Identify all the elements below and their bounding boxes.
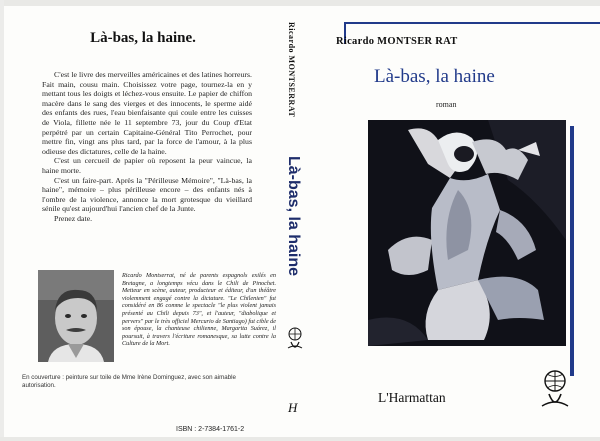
blurb-paragraph: C'est un faire-part. Après la "Périlleuse Mémoire", "Là-bas, la haine", mémoire – plus périlleuse encore – des enfants nés à l'ombre de la violence, annonce la mort grotesque du vieillard sénile qu'est aujourd'hui l'ancien chef de la Junte.	[42, 175, 252, 214]
front-title: Là-bas, la haine	[374, 66, 495, 87]
publisher-name: L'Harmattan	[378, 390, 446, 405]
spine	[280, 8, 310, 433]
publisher-emblem-icon	[538, 368, 572, 412]
blurb-paragraph: C'est le livre des merveilles américaines et des latines horreurs. Fait main, cousu main. Choisissez votre page, tournez-la en y mettant tous les doigts et léchez-vous ensuite. Le papier de chiffon macère dans le sang des vierges et des innocents, le sperme aidé des enfants des rues, l'eau bienfaisante qui coule entre les cuisses de Viola, fillette née le 11 septembre 73, jour du Coup d'Etat perpétré par un certain Capitaine-Général Tito Perrochet, pour mettre fin, vingt ans plus tard, par la force de l'amour, à la plus odieuse des dictatures, celle de la haine.	[42, 70, 252, 156]
frame-line-top	[344, 22, 600, 24]
cover-painting	[368, 120, 566, 346]
author-bio: Ricardo Montserrat, né de parents espagnols exilés en Bretagne, a longtemps vécu dans le Chili de Pinochet. Metteur en scène, auteur, producteur et éditeur, d'un théâtre violemment engagé contre la dictature. "Le Chilenien" fut considéré en 86 comme le spectacle "le plus violent jamais présenté au Chili depuis 73", et l'auteur, "diabolique et pervers" par le très officiel Mercurio de Santiago) fut cible de son épouse, la chanteuse chilienne, Margarita Suárez, il poursuit, à travers l'écriture romanesque, sa lutte contre la Culture de la Mort.	[122, 272, 276, 348]
spine-title: Là-bas, la haine	[285, 156, 302, 277]
page-edge-left	[0, 0, 4, 441]
page-edge-top	[0, 0, 600, 6]
publisher-emblem-icon	[285, 326, 305, 352]
blurb-paragraph: Prenez date.	[54, 213, 93, 223]
author-portrait-image	[38, 270, 114, 362]
back-cover-title: Là-bas, la haine.	[90, 30, 196, 46]
painting-image	[368, 120, 566, 346]
spine-publisher-logo: H	[288, 400, 298, 415]
page-edge-bottom	[0, 437, 600, 441]
front-author: Ricardo MONTSER RAT	[336, 36, 458, 47]
front-genre: roman	[436, 100, 457, 109]
cover-credit: En couverture : peinture sur toile de Mme Irène Dominguez, avec son aimable autorisation.	[22, 374, 236, 389]
blurb-paragraph: C'est un cercueil de papier où reposent la peur vaincue, la haine morte.	[42, 156, 252, 175]
back-cover-blurb	[42, 70, 252, 224]
author-photo	[38, 270, 114, 362]
frame-line-right	[570, 126, 574, 376]
front-cover	[316, 8, 596, 433]
isbn: ISBN : 2-7384-1761-2	[176, 426, 245, 433]
spine-author: Ricardo MONTSERRAT	[287, 22, 296, 118]
back-cover	[8, 8, 278, 433]
